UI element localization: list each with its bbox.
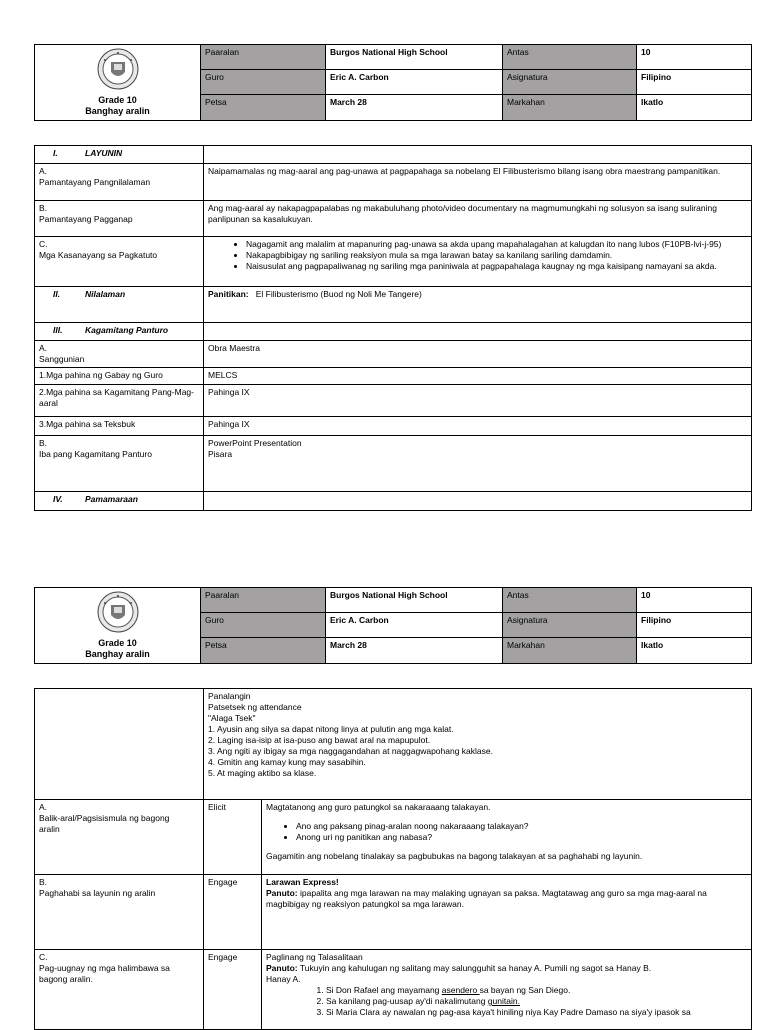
- value-guro: Eric A. Carbon: [326, 613, 503, 638]
- list-item: 4. Gmitin ang kamay kung may sasabihin.: [208, 757, 366, 767]
- list-item: • Naisusulat ang pagpapaliwanag ng sariling mga paniniwala at pagpapahalaga kaugnay ng mga kaisipang namayani sa akda.: [246, 261, 747, 272]
- text-pangnilalaman: Naipamamalas ng mag-aaral ang pag-unawa at pagpapahaga sa nobelang El Filibusterismo bilang isang obra maestrang pampanitikan.: [204, 164, 752, 201]
- text-sanggunian: Obra Maestra: [204, 341, 752, 368]
- procedure-table: [34, 688, 752, 1030]
- header-table-2: [34, 587, 752, 664]
- list-item: 2. Sa kanilang pag-uusap ay'di nakalimutang gunitain.: [326, 996, 747, 1007]
- label-pagganap: B.Pamantayang Pagganap: [35, 201, 204, 237]
- balik-aral-questions: [266, 821, 747, 843]
- value-paaralan: Burgos National High School: [326, 45, 503, 70]
- value-antas: 10: [637, 45, 752, 70]
- label-antas: Antas: [503, 45, 637, 70]
- label-teksbuk: 3.Mga pahina sa Teksbuk: [35, 417, 204, 436]
- grade-label: Grade 10: [98, 95, 137, 105]
- label-guro: Guro: [201, 613, 326, 638]
- list-item: 2. Laging isa-isip at isa-puso ang bawat aral na mapupulot.: [208, 735, 431, 745]
- list-item: 3. Si Maria Clara ay nawalan ng pag-asa kaya't hiniling niya Kay Padre Damaso na siya'y ipasok sa: [326, 1007, 747, 1018]
- label-petsa: Petsa: [201, 638, 326, 664]
- label-pag-uugnay: C.Pag-uugnay ng mga halimbawa sa bagong aralin.: [35, 950, 204, 1030]
- value-markahan: Ikatlo: [637, 638, 752, 664]
- text-pagganap: Ang mag-aaral ay nakapagpapalabas ng makabuluhang photo/video documentary na magmumungkahi ng solusyon sa isang suliraning panlipunan sa kasalukuyan.: [204, 201, 752, 237]
- list-item: Patsetsek ng attendance: [208, 702, 302, 712]
- label-markahan: Markahan: [503, 95, 637, 121]
- school-logo-cell: [35, 588, 201, 664]
- label-asignatura: Asignatura: [503, 70, 637, 95]
- label-paaralan: Paaralan: [201, 45, 326, 70]
- kasanayan-list: [208, 239, 747, 272]
- deped-seal-icon: [97, 48, 139, 90]
- value-paaralan: Burgos National High School: [326, 588, 503, 613]
- plan-label: Banghay aralin: [85, 649, 150, 659]
- list-item: Panalangin: [208, 691, 251, 701]
- value-petsa: March 28: [326, 95, 503, 121]
- list-item: 1. Si Don Rafael ang mayamang asendero sa bayan ng San Diego.: [326, 985, 747, 996]
- label-petsa: Petsa: [201, 95, 326, 121]
- text-iba-pang-kagamitan: PowerPoint Presentation Pisara: [204, 436, 752, 492]
- label-kagamitang-mag-aaral: 2.Mga pahina sa Kagamitang Pang-Mag-aaral: [35, 385, 204, 417]
- section-pamamaraan: IV. Pamamaraan: [35, 492, 204, 511]
- list-item: "Alaga Tsek": [208, 713, 256, 723]
- paghahabi-content: Larawan Express! Panuto: ipapalita ang mga larawan na may malaking ugnayan sa paksa. Magtatawag ang guro sa mga mag-aaral na magbibigay ng reaksiyon patungkol sa mga larawan.: [262, 875, 752, 950]
- label-kasanayan: C.Mga Kasanayang sa Pagkatuto: [35, 237, 204, 287]
- phase-engage: Engage: [204, 950, 262, 1030]
- label-guro: Guro: [201, 70, 326, 95]
- label-antas: Antas: [503, 588, 637, 613]
- list-item: • Nagagamit ang malalim at mapanuring pag-unawa sa akda upang mapahalagahan at kalugdan ito nang lubos (F10PB-lvi-j-95): [246, 239, 747, 250]
- deped-seal-icon: [97, 591, 139, 633]
- value-antas: 10: [637, 588, 752, 613]
- list-item: • Nakapagbibigay ng sariling reaksiyon mula sa mga larawan batay sa kanilang sariling damdamin.: [246, 250, 747, 261]
- label-sanggunian: A.Sanggunian: [35, 341, 204, 368]
- list-item: • Ano ang paksang pinag-aralan noong nakaraaang talakayan?: [296, 821, 747, 832]
- grade-label: Grade 10: [98, 638, 137, 648]
- balik-aral-content: Magtatanong ang guro patungkol sa nakaraaang talakayan. • Ano ang paksang pinag-aralan noong nakaraaang talakayan? • Anong uri ng panitikan ang nabasa? Gagamitin ang nobelang tinalakay sa pagbubukas na bagong talakayan at sa paghahabi ng layunin.: [262, 800, 752, 875]
- school-logo-cell: [35, 45, 201, 121]
- value-petsa: March 28: [326, 638, 503, 664]
- list-item: 5. At maging aktibo sa klase.: [208, 768, 317, 778]
- section-layunin: I. LAYUNIN: [35, 146, 204, 164]
- label-paghahabi: B.Paghahabi sa layunin ng aralin: [35, 875, 204, 950]
- value-markahan: Ikatlo: [637, 95, 752, 121]
- text-gabay-guro: MELCS: [204, 368, 752, 385]
- panitikan-cell: Panitikan: El Filibusterismo (Buod ng Noli Me Tangere): [204, 287, 752, 323]
- plan-label: Banghay aralin: [85, 106, 150, 116]
- label-gabay-guro: 1.Mga pahina ng Gabay ng Guro: [35, 368, 204, 385]
- talasalitaan-list: [266, 985, 747, 1018]
- header-table-1: [34, 44, 752, 121]
- label-paaralan: Paaralan: [201, 588, 326, 613]
- intro-cell: [204, 689, 752, 800]
- value-asignatura: Filipino: [637, 70, 752, 95]
- label-balik-aral: A.Balik-aral/Pagsisismula ng bagong aralin: [35, 800, 204, 875]
- phase-engage: Engage: [204, 875, 262, 950]
- lesson-plan-table: [34, 145, 752, 511]
- text-teksbuk: Pahinga IX: [204, 417, 752, 436]
- pag-uugnay-content: Paglinang ng Talasalitaan Panuto: Tukuyin ang kahulugan ng salitang may salungguhit sa hanay A. Pumili ng sagot sa Hanay B. Hanay A. 1. Si Don Rafael ang mayamang asendero sa bayan ng San Diego. 2. Sa kanilang pag-uusap ay'di nakalimutang gunitain. 3. Si Maria Clara ay nawalan ng pag-asa kaya't hiniling niya Kay Padre Damaso na siya'y ipasok sa: [262, 950, 752, 1030]
- text-kagamitang-mag-aaral: Pahinga IX: [204, 385, 752, 417]
- list-item: 3. Ang ngiti ay ibigay sa mga naggagandahan at naggagwapohang kaklase.: [208, 746, 493, 756]
- label-iba-pang-kagamitan: B.Iba pang Kagamitang Panturo: [35, 436, 204, 492]
- value-guro: Eric A. Carbon: [326, 70, 503, 95]
- label-asignatura: Asignatura: [503, 613, 637, 638]
- label-pangnilalaman: A.Pamantayang Pangnilalaman: [35, 164, 204, 201]
- phase-elicit: Elicit: [204, 800, 262, 875]
- kasanayan-list-cell: [204, 237, 752, 287]
- value-asignatura: Filipino: [637, 613, 752, 638]
- list-item: • Anong uri ng panitikan ang nabasa?: [296, 832, 747, 843]
- section-nilalaman: II. Nilalaman: [35, 287, 204, 323]
- section-kagamitan: III. Kagamitang Panturo: [35, 323, 204, 341]
- label-markahan: Markahan: [503, 638, 637, 664]
- list-item: 1. Ayusin ang silya sa dapat nitong linya at pulutin ang mga kalat.: [208, 724, 454, 734]
